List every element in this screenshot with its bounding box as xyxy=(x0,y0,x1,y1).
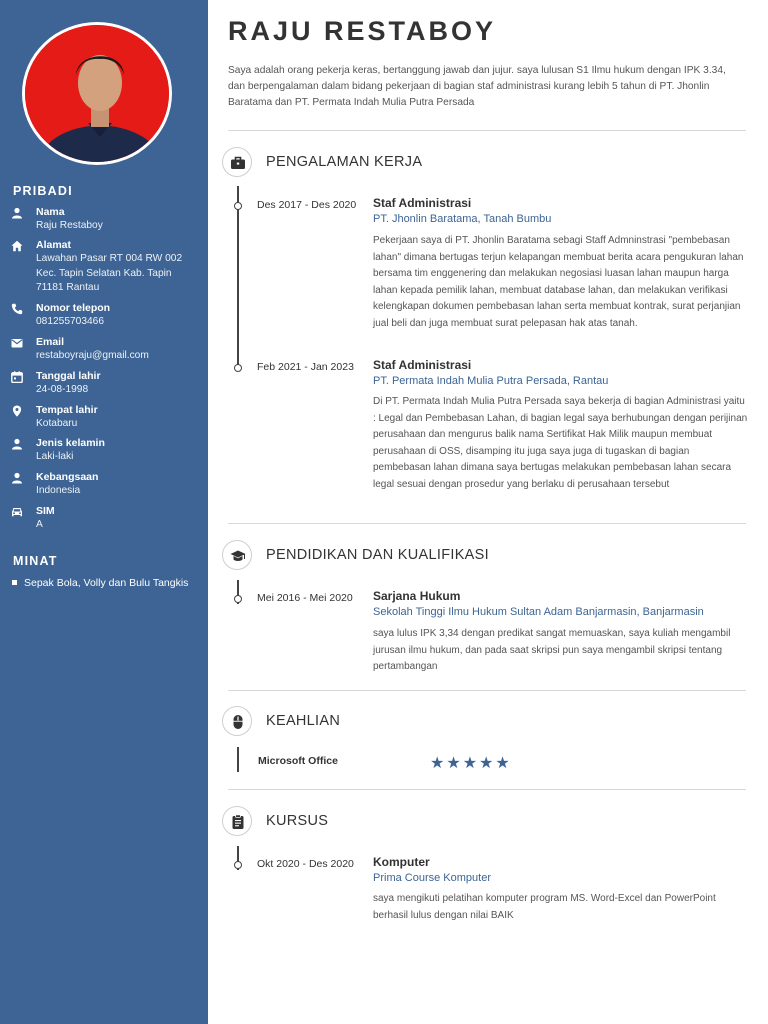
section-title-education: PENDIDIKAN DAN KUALIFIKASI xyxy=(266,547,489,563)
car-icon xyxy=(11,506,23,518)
timeline-line xyxy=(237,186,239,369)
entry-description: saya lulus IPK 3,34 dengan predikat sangat memuaskan, saya kuliah mengambil jurusan ilmu hukum, dan pada saat skripsi pun saya mengambil skripsi tentang pertambangan xyxy=(373,628,731,672)
home-icon xyxy=(11,240,23,252)
personal-label: Kebangsaan xyxy=(36,471,99,483)
star-icon: ★ xyxy=(495,755,512,772)
location-pin-icon xyxy=(11,405,23,417)
entry-title: Komputer xyxy=(373,855,430,869)
star-icon: ★ xyxy=(446,755,463,772)
timeline-line xyxy=(237,747,239,772)
clipboard-icon xyxy=(222,806,252,836)
profile-photo xyxy=(22,22,172,165)
section-title-skills: KEAHLIAN xyxy=(266,713,341,729)
entry-description: Di PT. Permata Indah Mulia Putra Persada saya bekerja di bagian Administrasi yaitu : Legal dan Pembebasan Lahan, di bagian legal saya berhubungan dengan perijinan perusahaan dan mengurus balik nama Sertifikat Hak Milik maupun membuat perusahaan di OSS, disamping itu juga saya juga di tugaskan di bagian pembebasan lahan dimana saya bertugas melakukan pembebasan lahan secara legal sesuai dengan prosedur yang berlaku di perusahaan tersebut xyxy=(373,396,748,490)
personal-value: 081255703466 xyxy=(36,316,104,327)
personal-label: Email xyxy=(36,336,65,348)
sidebar xyxy=(0,0,208,1024)
personal-value: A xyxy=(36,519,43,530)
personal-item-jenis-kelamin xyxy=(11,437,201,465)
profile-summary: Saya adalah orang pekerja keras, bertanggung jawab dan jujur. saya lulusan S1 Ilmu hukum dengan IPK 3.34, dan berpengalaman dalam bidang pekerjaan di bagian staf administrasi kurang lebih 5 tahun di PT. Jhonlin Baratama dan PT. Permata Indah Mulia Putra Persada xyxy=(228,65,726,108)
personal-value: Kotabaru xyxy=(36,418,78,429)
calendar-icon xyxy=(11,371,23,383)
star-icon: ★ xyxy=(462,755,480,772)
personal-item-kebangsaan xyxy=(11,471,201,499)
entry-title: Staf Administrasi xyxy=(373,196,472,210)
entry-date: Mei 2016 - Mei 2020 xyxy=(257,592,353,604)
entry-date: Okt 2020 - Des 2020 xyxy=(257,858,354,870)
timeline-dot xyxy=(234,595,242,603)
divider xyxy=(228,523,746,524)
personal-item-tempat-lahir xyxy=(11,404,201,432)
gender-icon xyxy=(11,438,23,450)
entry-title: Staf Administrasi xyxy=(373,358,472,372)
divider xyxy=(228,690,746,691)
personal-item-alamat xyxy=(11,239,201,296)
entry-description: Pekerjaan saya di PT. Jhonlin Baratama sebagi Staff Admninstrasi "pembebasan lahan" dimana bertugas terjun kelapangan membuat berita acara pengukuran lahan bersama tim enggenering dan melakukan negosiasi luasan lahan maupun harga lahan kepada pemilik lahan, membuat database lahan, dan melakukan verifikasi kelengkapan dokumen pembebasan lahan serta membuat kontrak, surat perjanjian jual beli dan juga membuat surat pelepasan hak atas tanah. xyxy=(373,235,744,329)
entry-date: Feb 2021 - Jan 2023 xyxy=(257,361,354,373)
star-icon: ★ xyxy=(430,755,447,772)
phone-icon xyxy=(11,303,23,315)
star-icon: ★ xyxy=(479,755,496,772)
personal-label: Nomor telepon xyxy=(36,302,111,314)
personal-item-nama xyxy=(11,206,201,234)
entry-description: saya mengikuti pelatihan komputer program MS. Word-Excel dan PowerPoint berhasil lulus dengan nilai BAIK xyxy=(373,893,716,921)
entry-institution: Prima Course Komputer xyxy=(373,872,491,884)
personal-label: Jenis kelamin xyxy=(36,437,105,449)
nationality-icon xyxy=(11,472,23,484)
timeline-dot xyxy=(234,202,242,210)
personal-item-telepon xyxy=(11,302,201,330)
mouse-icon xyxy=(222,706,252,736)
personal-value: Raju Restaboy xyxy=(36,220,103,231)
personal-label: Alamat xyxy=(36,239,72,251)
timeline-dot xyxy=(234,364,242,372)
entry-date: Des 2017 - Des 2020 xyxy=(257,199,357,211)
email-icon xyxy=(11,337,23,349)
personal-value: Laki-laki xyxy=(36,451,74,462)
entry-company: PT. Permata Indah Mulia Putra Persada, Rantau xyxy=(373,375,609,387)
entry-institution: Sekolah Tinggi Ilmu Hukum Sultan Adam Banjarmasin, Banjarmasin xyxy=(373,606,704,618)
personal-value: Indonesia xyxy=(36,485,81,496)
full-name: RAJU RESTABOY xyxy=(228,16,497,46)
section-title-experience: PENGALAMAN KERJA xyxy=(266,154,423,170)
personal-item-email xyxy=(11,336,201,364)
skill-name: Microsoft Office xyxy=(258,755,338,767)
personal-label: Nama xyxy=(36,206,65,218)
personal-value: 24-08-1998 xyxy=(36,384,89,395)
entry-company: PT. Jhonlin Baratama, Tanah Bumbu xyxy=(373,213,552,225)
graduation-cap-icon xyxy=(222,540,252,570)
section-title-courses: KURSUS xyxy=(266,813,329,829)
timeline-dot xyxy=(234,861,242,869)
personal-item-tanggal-lahir xyxy=(11,370,201,398)
divider xyxy=(228,789,746,790)
divider xyxy=(228,130,746,131)
entry-title: Sarjana Hukum xyxy=(373,589,461,603)
personal-label: SIM xyxy=(36,505,55,517)
skill-rating-stars xyxy=(430,753,512,773)
briefcase-icon xyxy=(222,147,252,177)
minat-text: Sepak Bola, Volly dan Bulu Tangkis xyxy=(24,577,189,589)
minat-heading: MINAT xyxy=(13,554,58,568)
personal-item-sim xyxy=(11,505,201,533)
bullet-icon xyxy=(12,580,17,585)
minat-item xyxy=(12,577,188,589)
pribadi-heading: PRIBADI xyxy=(13,184,73,198)
personal-label: Tanggal lahir xyxy=(36,370,101,382)
personal-value: restaboyraju@gmail.com xyxy=(36,350,149,361)
personal-value: Lawahan Pasar RT 004 RW 002 Kec. Tapin Selatan Kab. Tapin 71181 Rantau xyxy=(36,253,183,293)
personal-label: Tempat lahir xyxy=(36,404,98,416)
person-icon xyxy=(11,207,23,219)
